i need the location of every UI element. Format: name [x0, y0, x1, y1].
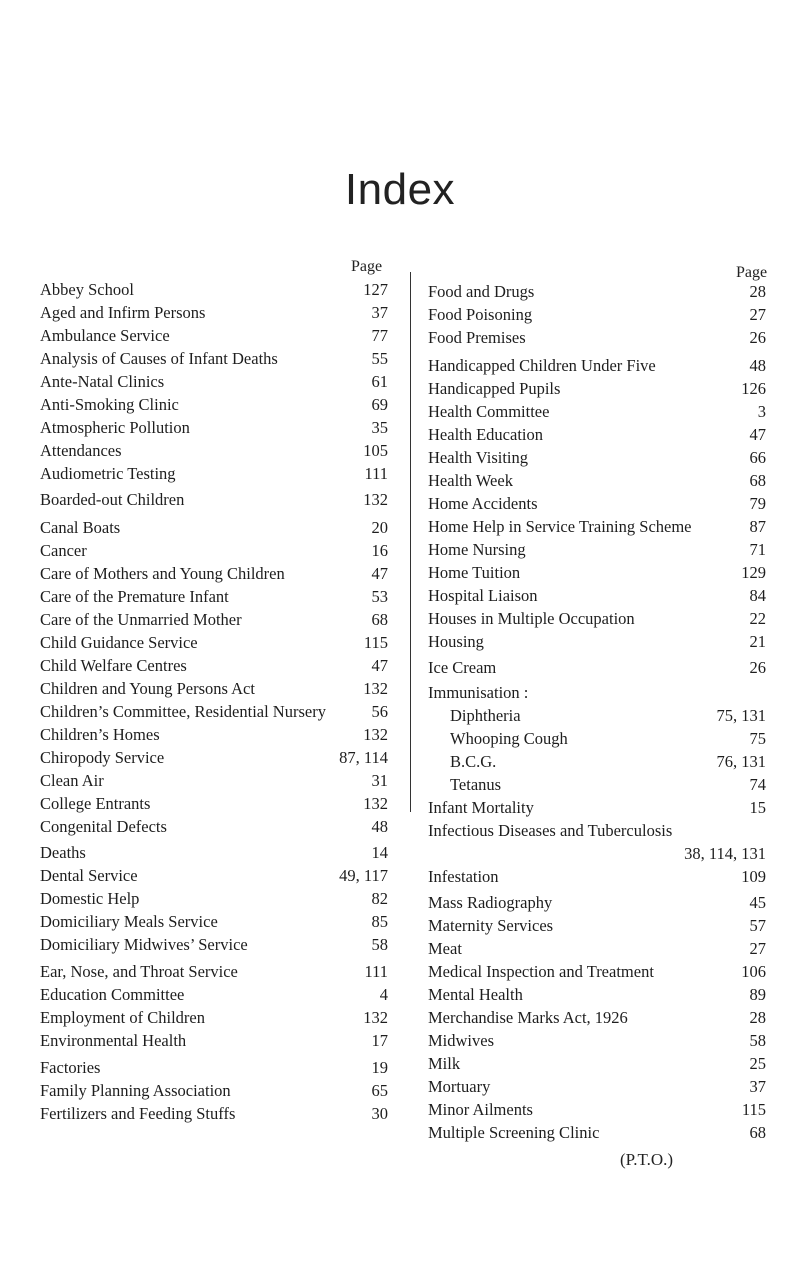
index-page-number: 28	[749, 1008, 766, 1027]
index-page-number: 132	[363, 679, 388, 698]
index-entry: Children’s Homes	[40, 725, 160, 744]
index-entry: Abbey School	[40, 280, 134, 299]
index-entry: Clean Air	[40, 771, 104, 790]
index-entry: Houses in Multiple Occupation	[428, 609, 635, 628]
right-page-header: Page	[736, 264, 768, 281]
index-entry: Ear, Nose, and Throat Service	[40, 962, 238, 981]
index-entry: Handicapped Pupils	[428, 379, 561, 398]
index-entry: Child Welfare Centres	[40, 656, 187, 675]
index-entry: Aged and Infirm Persons	[40, 303, 206, 322]
index-page-number: 109	[741, 867, 766, 886]
index-page-number: 89	[749, 985, 766, 1004]
index-entry: B.C.G.	[450, 752, 497, 771]
index-entry: Children and Young Persons Act	[40, 679, 255, 698]
index-entry: Ice Cream	[428, 658, 497, 677]
index-page-number: 15	[749, 798, 766, 817]
index-page-number: 53	[371, 587, 388, 606]
index-page-number: 68	[749, 471, 766, 490]
index-page-number: 30	[371, 1104, 388, 1123]
index-entry: Dental Service	[40, 866, 138, 885]
index-entry: Health Committee	[428, 402, 550, 421]
index-entry: Hospital Liaison	[428, 586, 538, 605]
index-entry: Home Tuition	[428, 563, 521, 582]
index-page-number: 82	[371, 889, 388, 908]
index-page-number: 38, 114, 131	[684, 844, 766, 863]
index-page-number: 47	[749, 425, 766, 444]
index-entry: Meat	[428, 939, 462, 958]
index-entry: Child Guidance Service	[40, 633, 198, 652]
index-entry: Domiciliary Meals Service	[40, 912, 218, 931]
index-page-number: 45	[749, 893, 766, 912]
index-page-number: 31	[371, 771, 388, 790]
index-page-number: 77	[371, 326, 388, 345]
index-entry: Education Committee	[40, 985, 185, 1004]
index-page-number: 69	[371, 395, 388, 414]
index-page-number: 68	[749, 1123, 766, 1142]
index-page-number: 28	[749, 282, 766, 301]
index-entry: Children’s Committee, Residential Nursery	[40, 702, 326, 721]
index-entry: Mortuary	[428, 1077, 491, 1096]
index-page-number: 17	[371, 1031, 388, 1050]
index-page-number: 57	[749, 916, 766, 935]
index-page-number: 26	[749, 658, 766, 677]
index-entry: Health Week	[428, 471, 513, 490]
index-page-number: 127	[363, 280, 388, 299]
index-page-number: 75, 131	[716, 706, 766, 725]
index-page-number: 48	[371, 817, 388, 836]
index-entry: Deaths	[40, 843, 86, 862]
index-page-number: 111	[364, 464, 388, 483]
index-page-number: 132	[363, 490, 388, 509]
index-page-number: 87, 114	[339, 748, 388, 767]
index-entry: Family Planning Association	[40, 1081, 231, 1100]
index-page-number: 49, 117	[339, 866, 388, 885]
index-entry: Minor Ailments	[428, 1100, 533, 1119]
index-entry: Milk	[428, 1054, 461, 1073]
index-page-number: 126	[741, 379, 766, 398]
column-divider	[410, 272, 411, 812]
index-page-number: 14	[371, 843, 388, 862]
index-entry: Care of Mothers and Young Children	[40, 564, 285, 583]
index-page-number: 26	[749, 328, 766, 347]
index-page-number: 16	[371, 541, 388, 560]
index-entry: College Entrants	[40, 794, 151, 813]
index-entry: Attendances	[40, 441, 122, 460]
index-page-number: 65	[371, 1081, 388, 1100]
index-entry: Medical Inspection and Treatment	[428, 962, 654, 981]
index-page-number: 19	[371, 1058, 388, 1077]
page-footer: (P.T.O.)	[620, 1150, 674, 1169]
index-entry: Canal Boats	[40, 518, 121, 537]
index-page-number: 20	[371, 518, 388, 537]
index-entry: Environmental Health	[40, 1031, 187, 1050]
index-page-number: 48	[749, 356, 766, 375]
index-entry: Infectious Diseases and Tuberculosis	[428, 821, 673, 840]
index-entry: Immunisation :	[428, 683, 529, 702]
index-entry: Ante-Natal Clinics	[40, 372, 165, 391]
index-entry: Home Nursing	[428, 540, 526, 559]
index-entry: Factories	[40, 1058, 101, 1077]
index-entry: Audiometric Testing	[40, 464, 176, 483]
index-page-number: 4	[379, 985, 388, 1004]
index-page-number: 37	[371, 303, 388, 322]
index-entry: Handicapped Children Under Five	[428, 356, 656, 375]
index-page-number: 115	[363, 633, 388, 652]
index-page-number: 74	[749, 775, 766, 794]
index-entry: Merchandise Marks Act, 1926	[428, 1008, 628, 1027]
index-entry: Infant Mortality	[428, 798, 534, 817]
index-page-number: 132	[363, 725, 388, 744]
index-entry: Food and Drugs	[428, 282, 535, 301]
index-entry: Anti-Smoking Clinic	[40, 395, 179, 414]
index-page-number: 71	[749, 540, 766, 559]
index-entry: Boarded-out Children	[40, 490, 185, 509]
index-entry: Care of the Unmarried Mother	[40, 610, 242, 629]
index-page-number: 25	[749, 1054, 766, 1073]
index-page-number: 27	[749, 305, 766, 324]
index-page-number: 37	[749, 1077, 766, 1096]
index-entry: Domiciliary Midwives’ Service	[40, 935, 248, 954]
index-page-number: 84	[749, 586, 766, 605]
index-entry: Food Premises	[428, 328, 526, 347]
index-entry: Home Help in Service Training Scheme	[428, 517, 692, 536]
index-page-number: 85	[371, 912, 388, 931]
index-entry: Fertilizers and Feeding Stuffs	[40, 1104, 236, 1123]
index-page-number: 87	[749, 517, 766, 536]
index-entry: Cancer	[40, 541, 87, 560]
index-page-number: 75	[749, 729, 766, 748]
index-entry: Chiropody Service	[40, 748, 165, 767]
page-title: Index	[344, 165, 456, 214]
index-page-number: 66	[749, 448, 766, 467]
index-page-number: 47	[371, 564, 388, 583]
index-entry: Food Poisoning	[428, 305, 533, 324]
index-page-number: 55	[371, 349, 388, 368]
index-page-number: 105	[363, 441, 388, 460]
index-entry: Mental Health	[428, 985, 523, 1004]
index-entry: Congenital Defects	[40, 817, 167, 836]
index-entry: Atmospheric Pollution	[40, 418, 190, 437]
index-entry: Infestation	[428, 867, 499, 886]
index-page-number: 132	[363, 1008, 388, 1027]
index-page-number: 132	[363, 794, 388, 813]
index-page-number: 129	[741, 563, 766, 582]
index-page-number: 76, 131	[716, 752, 766, 771]
index-entry: Whooping Cough	[450, 729, 568, 748]
index-entry: Care of the Premature Infant	[40, 587, 229, 606]
index-entry: Domestic Help	[40, 889, 140, 908]
index-entry: Multiple Screening Clinic	[428, 1123, 600, 1142]
index-page-number: 56	[371, 702, 388, 721]
index-entry: Employment of Children	[40, 1008, 205, 1027]
index-page-number: 22	[749, 609, 766, 628]
index-page-number: 68	[371, 610, 388, 629]
index-page-number: 61	[371, 372, 388, 391]
index-entry: Mass Radiography	[428, 893, 553, 912]
index-page-number: 3	[757, 402, 766, 421]
index-entry: Analysis of Causes of Infant Deaths	[40, 349, 278, 368]
index-entry: Housing	[428, 632, 484, 651]
index-entry: Ambulance Service	[40, 326, 170, 345]
index-page-number: 115	[741, 1100, 766, 1119]
index-page-number: 79	[749, 494, 766, 513]
index-entry: Maternity Services	[428, 916, 554, 935]
index-page-number: 47	[371, 656, 388, 675]
index-page-number: 35	[371, 418, 388, 437]
index-entry: Health Education	[428, 425, 544, 444]
index-page-number: 58	[749, 1031, 766, 1050]
index-entry: Health Visiting	[428, 448, 528, 467]
index-page-number: 111	[364, 962, 388, 981]
index-page-number: 106	[741, 962, 766, 981]
index-entry: Diphtheria	[450, 706, 521, 725]
index-page-number: 21	[749, 632, 766, 651]
index-entry: Tetanus	[450, 775, 502, 794]
index-entry: Home Accidents	[428, 494, 538, 513]
left-page-header: Page	[351, 258, 383, 275]
index-entry: Midwives	[428, 1031, 494, 1050]
index-page-number: 27	[749, 939, 766, 958]
index-page-number: 58	[371, 935, 388, 954]
